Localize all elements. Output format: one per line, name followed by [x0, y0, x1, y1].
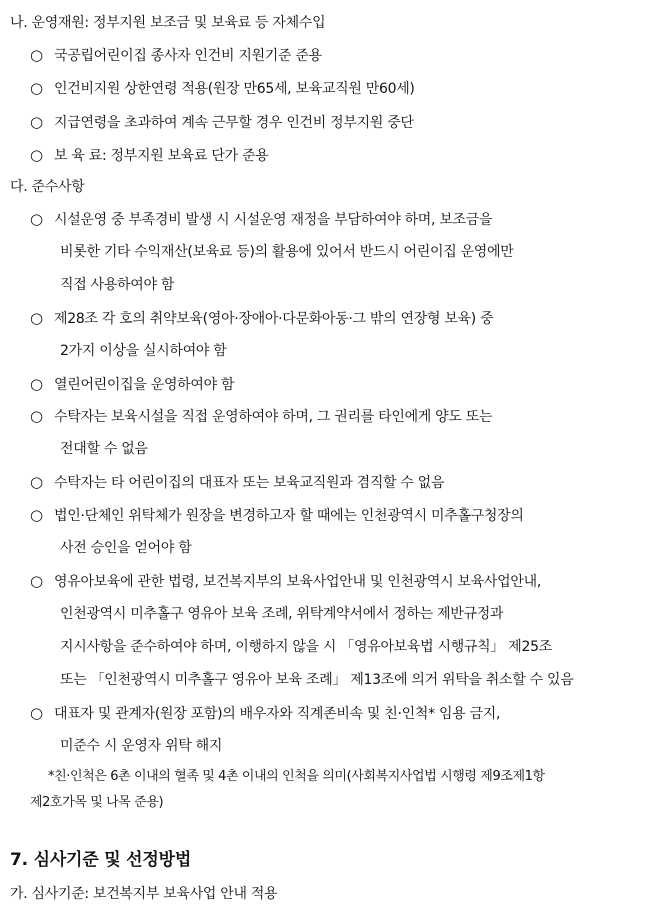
section-funding-title: 나. 운영재원: 정부지원 보조금 및 보육료 등 자체수입 [10, 15, 326, 31]
list-item-continuation: 또는 「인천광역시 미추홀구 영유아 보육 조례」 제13조에 의거 위탁을 취소할 수 있음 [60, 672, 574, 688]
list-item-continuation: 미준수 시 운영자 위탁 해지 [60, 738, 223, 754]
list-item: ○ 보 육 료: 정부지원 보육료 단가 준용 [30, 146, 269, 164]
circle-bullet-icon: ○ [30, 79, 43, 97]
list-item: ○ 법인·단체인 위탁체가 원장을 변경하고자 할 때에는 인천광역시 미추홀구청장의 [30, 506, 524, 524]
footnote: *친·인척은 6촌 이내의 혈족 및 4촌 이내의 인척을 의미(사회복지사업법 시행령 제9조제1항 [48, 769, 545, 784]
circle-bullet-icon: ○ [30, 46, 43, 64]
list-item: ○ 영유아보육에 관한 법령, 보건복지부의 보육사업안내 및 인천광역시 보육사업안내, [30, 572, 541, 590]
list-item: ○ 대표자 및 관계자(원장 포함)의 배우자와 직계존비속 및 친·인척* 임용 금지, [30, 704, 501, 722]
list-item-continuation: 인천광역시 미추홀구 영유아 보육 조례, 위탁계약서에서 정하는 제반규정과 [60, 606, 504, 622]
circle-bullet-icon: ○ [30, 473, 43, 491]
list-item-continuation: 사전 승인을 얻어야 함 [60, 540, 192, 556]
list-item-continuation: 직접 사용하여야 함 [60, 277, 175, 293]
list-item-continuation: 비롯한 기타 수익재산(보육료 등)의 활용에 있어서 반드시 어린이집 운영에만 [60, 244, 514, 260]
list-item-continuation: 전대할 수 없음 [60, 441, 148, 457]
circle-bullet-icon: ○ [30, 375, 43, 393]
list-item: ○ 지급연령을 초과하여 계속 근무할 경우 인건비 정부지원 중단 [30, 113, 414, 131]
list-item: ○ 열린어린이집을 운영하여야 함 [30, 375, 235, 393]
list-item: ○ 제28조 각 호의 취약보육(영아·장애아·다문화아동·그 밖의 연장형 보육) 중 [30, 309, 494, 327]
circle-bullet-icon: ○ [30, 572, 43, 590]
list-item: ○ 인건비지원 상한연령 적용(원장 만65세, 보육교직원 만60세) [30, 79, 415, 97]
list-item-continuation: 2가지 이상을 실시하여야 함 [60, 343, 227, 359]
footnote-continuation: 제2호가목 및 나목 준용) [30, 795, 164, 810]
section-compliance-title: 다. 준수사항 [10, 179, 85, 195]
circle-bullet-icon: ○ [30, 704, 43, 722]
circle-bullet-icon: ○ [30, 113, 43, 131]
list-item: ○ 수탁자는 타 어린이집의 대표자 또는 보육교직원과 겸직할 수 없음 [30, 473, 445, 491]
section-heading: 7. 심사기준 및 선정방법 [10, 850, 192, 870]
section-criteria-title: 가. 심사기준: 보건복지부 보육사업 안내 적용 [10, 886, 278, 902]
circle-bullet-icon: ○ [30, 506, 43, 524]
circle-bullet-icon: ○ [30, 309, 43, 327]
circle-bullet-icon: ○ [30, 210, 43, 228]
list-item-continuation: 지시사항을 준수하여야 하며, 이행하지 않을 시 「영유아보육법 시행규칙」 제25조 [60, 639, 552, 655]
list-item: ○ 시설운영 중 부족경비 발생 시 시설운영 재정을 부담하여야 하며, 보조금을 [30, 210, 493, 228]
list-item: ○ 국공립어린이집 종사자 인건비 지원기준 준용 [30, 46, 322, 64]
circle-bullet-icon: ○ [30, 146, 43, 164]
list-item: ○ 수탁자는 보육시설을 직접 운영하여야 하며, 그 권리를 타인에게 양도 또는 [30, 407, 493, 425]
circle-bullet-icon: ○ [30, 407, 43, 425]
